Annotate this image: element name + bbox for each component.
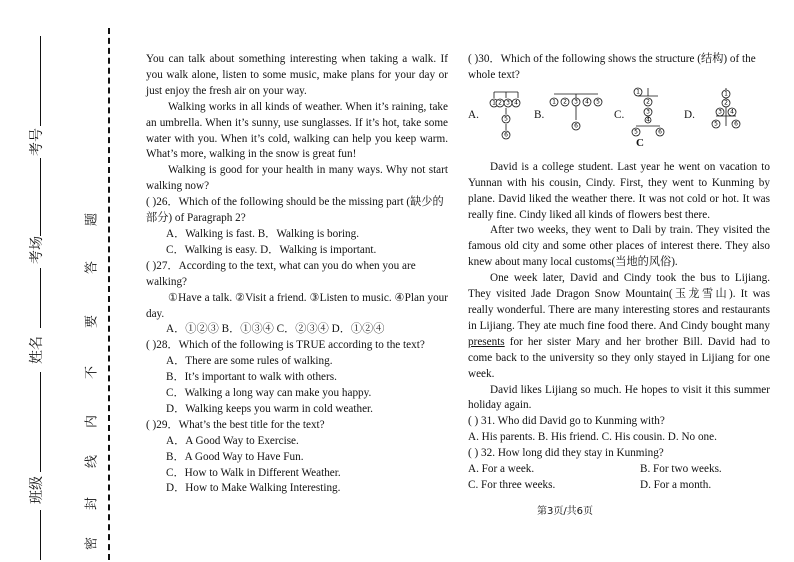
bottom-line xyxy=(40,510,41,560)
node-number: 1 xyxy=(724,90,728,98)
seal-char: 内 xyxy=(84,415,100,429)
question-29: ( )29．What’s the best title for the text? xyxy=(146,418,325,431)
structure-diagram-a xyxy=(486,86,526,144)
seal-char: 题 xyxy=(84,213,100,227)
reading-paragraph: You can talk about something interesting when taking a walk. If you walk alone, listen to some music, make plans for your day or just enjoy the fresh air on your way. xyxy=(146,53,448,97)
question-32: ( ) 32. How long did they stay in Kunming? xyxy=(468,447,664,460)
option-row xyxy=(468,478,770,494)
diagram-label-d: D. xyxy=(684,108,695,121)
diagram-label-a: A. xyxy=(468,108,479,121)
seal-char: 要 xyxy=(84,315,100,329)
reading-paragraph: David likes Lijiang so much. He hopes to visit it this summer holiday again. xyxy=(468,383,770,412)
question-26: ( )26．Which of the following should be the missing part (缺少的部分) of Paragraph 2? xyxy=(146,196,444,225)
node-number: 4 xyxy=(730,108,734,116)
node-number: 6 xyxy=(574,122,578,130)
reading-paragraph: After two weeks, they went to Dali by train. They visited the famous old city and some other places of interest there. They also knew about many local customs(当地的风俗). xyxy=(468,224,770,269)
node-number: 5 xyxy=(504,115,508,123)
seal-char: 密 xyxy=(84,537,100,551)
node-number: 5 xyxy=(596,98,600,106)
name-label: 姓名 xyxy=(29,336,45,364)
option-row xyxy=(468,462,770,478)
class-line xyxy=(40,372,41,472)
reading-paragraph: David is a college student. Last year he went on vacation to Yunnan with his cousin, Cindy. First, they went to Kunming by plane. David liked the weather there. It was not cold or hot. It was really fine. Cindy liked all kinds of flowers best there. xyxy=(468,160,770,221)
option-b: B．It’s important to walk with others. xyxy=(166,371,337,384)
option-d: D．How to Make Walking Interesting. xyxy=(166,482,341,495)
node-number: 6 xyxy=(734,120,738,128)
option-c: C. For three weeks. xyxy=(468,478,556,491)
node-number: 2 xyxy=(724,99,728,107)
structure-diagram-d xyxy=(706,86,746,144)
node-number: 4 xyxy=(514,99,518,107)
option-d: D. For a month. xyxy=(640,478,712,491)
node-number: 4 xyxy=(646,116,650,124)
question-31: ( ) 31. Who did David go to Kunming with? xyxy=(468,415,665,428)
binding-margin xyxy=(0,0,120,562)
question-30: ( )30．Which of the following shows the structure (结构) of the whole text? xyxy=(468,53,756,81)
question-27: ( )27．According to the text, what can you do when you are walking? xyxy=(146,259,416,288)
option-c: C．Walking a long way can make you happy. xyxy=(166,387,372,400)
exam-room-label: 考场 xyxy=(29,236,45,264)
paragraph-text: One week later, David and Cindy took the bus to Lijiang. They visited Jade Dragon Snow Mountain(玉龙雪山). It was really wonderful. There are many interesting stores and restaurants in Lijiang. They ate much fine food there. And Cindy bought many xyxy=(468,272,770,332)
option-a: A. For a week. xyxy=(468,463,535,476)
reading-paragraph xyxy=(468,271,770,382)
diagram-c-caption: C xyxy=(636,136,644,149)
right-column xyxy=(468,52,770,494)
class-label: 班级 xyxy=(29,476,45,504)
question-28: ( )28．Which of the following is TRUE according to the text? xyxy=(146,339,425,352)
option-line: A. His parents. B. His friend. C. His cousin. D. No one. xyxy=(468,431,717,444)
option-b: B. For two weeks. xyxy=(640,463,722,476)
seal-dashed-line xyxy=(108,28,110,560)
node-number: 1 xyxy=(552,98,556,106)
node-number: 2 xyxy=(563,98,567,106)
node-number: 4 xyxy=(585,98,589,106)
left-column xyxy=(146,52,448,497)
seal-char: 答 xyxy=(84,261,100,275)
node-number: 2 xyxy=(498,99,502,107)
node-number: 3 xyxy=(506,99,510,107)
paragraph-text: for her sister Mary and her brother Bill. David had to come back to the university so they only stayed in Lijiang for one week. xyxy=(468,335,770,380)
option-d: D．Walking keeps you warm in cold weather. xyxy=(166,402,373,415)
node-number: 1 xyxy=(492,99,496,107)
option-line: C．Walking is easy. D．Walking is important. xyxy=(166,243,377,256)
reading-paragraph: Walking is good for your health in many ways. Why not start walking now? xyxy=(146,164,448,193)
exam-no-line xyxy=(40,36,41,126)
node-number: 3 xyxy=(718,108,722,116)
node-number: 2 xyxy=(646,98,650,106)
underlined-word: presents xyxy=(468,335,505,348)
diagram-label-b: B. xyxy=(534,108,545,121)
node-number: 5 xyxy=(634,128,638,136)
option-c: C．How to Walk in Different Weather. xyxy=(166,466,341,479)
node-number: 3 xyxy=(646,108,650,116)
exam-room-line xyxy=(40,158,41,236)
exam-no-label: 考号 xyxy=(29,128,45,156)
option-a: A．A Good Way to Exercise. xyxy=(166,434,299,447)
name-line xyxy=(40,268,41,328)
page-number: 第3页/共6页 xyxy=(536,506,594,517)
node-number: 1 xyxy=(636,88,640,96)
option-line: A．①②③ B．①③④ C．②③④ D．①②④ xyxy=(166,323,385,336)
seal-char: 线 xyxy=(84,455,100,469)
node-number: 6 xyxy=(658,128,662,136)
option-a: A．There are some rules of walking. xyxy=(166,355,333,368)
diagram-label-c: C. xyxy=(614,108,625,121)
option-line: ①Have a talk. ②Visit a friend. ③Listen to music. ④Plan your day. xyxy=(146,291,448,320)
node-number: 6 xyxy=(504,131,508,139)
structure-diagram-c xyxy=(628,86,668,138)
structure-diagram-b xyxy=(548,86,604,144)
option-b: B．A Good Way to Have Fun. xyxy=(166,450,304,463)
seal-char: 不 xyxy=(84,366,100,380)
node-number: 5 xyxy=(714,120,718,128)
structure-diagrams xyxy=(468,86,770,148)
reading-paragraph: Walking works in all kinds of weather. When it’s raining, take an umbrella. When it’s sunny, use sunglasses. If it’s hot, take some water with you. When it’s cold, walking can help you keep warm. What’s more, walking in the snow is great fun! xyxy=(146,100,448,161)
node-number: 3 xyxy=(574,98,578,106)
seal-char: 封 xyxy=(84,497,100,511)
option-line: A．Walking is fast. B．Walking is boring. xyxy=(166,227,360,240)
